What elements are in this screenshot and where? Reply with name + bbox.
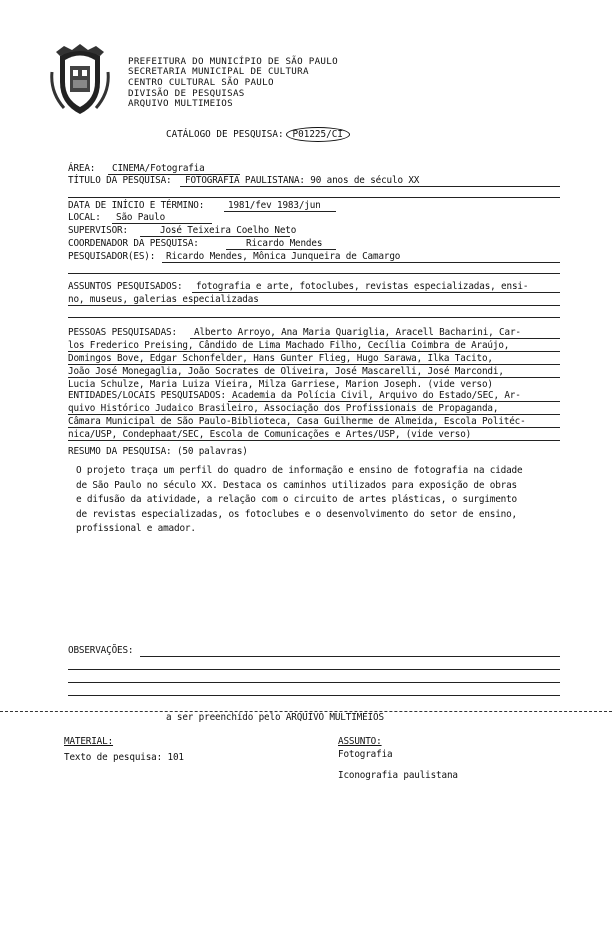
local-label: LOCAL: <box>68 212 101 223</box>
pessoas-line-4: João José Monegaglia, João Socrates de Oliveira, José Mascarelli, José Marcondi, <box>68 366 504 377</box>
resumo-line-1: O projeto traça um perfil do quadro de informação e ensino de fotografia na cidade <box>76 465 523 476</box>
entidades-line-4: nica/USP, Condephaat/SEC, Escola de Comunicações e Artes/USP, (vide verso) <box>68 429 472 440</box>
assunto-label: ASSUNTO: <box>338 736 382 747</box>
resumo-line-2: de São Paulo no século XX. Destaca os caminhos utilizados para exposição de obras <box>76 479 517 491</box>
coordenador-value: Ricardo Mendes <box>246 238 323 249</box>
entidades-line-1: Academia da Polícia Civil, Arquivo do Estado/SEC, Ar- <box>232 390 521 401</box>
data-value: 1981/fev 1983/jun <box>228 200 321 211</box>
pessoas-line-1: Alberto Arroyo, Ana Maria Quariglia, Aracell Bacharini, Car- <box>194 327 521 338</box>
assunto-value-1: Fotografia <box>338 749 393 760</box>
pessoas-line-2: los Frederico Preising, Cândido de Lima Machado Filho, Cecília Coimbra de Araújo, <box>68 340 510 351</box>
entidades-line-2: quivo Histórico Judaico Brasileiro, Associação dos Profissionais de Propaganda, <box>68 403 499 414</box>
entidades-line-3: Câmara Municipal de São Paulo-Biblioteca, Casa Guilherme de Almeida, Escola Politéc- <box>68 416 526 427</box>
data-label: DATA DE INÍCIO E TÉRMINO: <box>68 200 205 211</box>
coat-of-arms-icon <box>50 42 110 118</box>
assuntos-line-2: no, museus, galerias especializadas <box>68 294 259 305</box>
footer-note: a ser preenchido pelo ARQUIVO MULTIMEIOS <box>166 712 384 723</box>
titulo-label: TÍTULO DA PESQUISA: <box>68 175 172 186</box>
area-value: CINEMA/Fotografia <box>112 163 205 174</box>
titulo-value: FOTOGRAFIA PAULISTANA: 90 anos de século XX <box>185 175 420 186</box>
resumo-line-4: de revistas especializadas, os fotoclubes e o desenvolvimento do setor de ensino, <box>76 508 517 520</box>
resumo-line-3: e difusão da atividade, a relação com o circuito de artes plásticas, o surgimento <box>76 494 517 505</box>
supervisor-label: SUPERVISOR: <box>68 225 128 236</box>
local-value: São Paulo <box>116 212 166 223</box>
pessoas-label: PESSOAS PESQUISADAS: <box>68 327 177 338</box>
pessoas-line-3: Domingos Bove, Edgar Schonfelder, Hans Gunter Flieg, Hugo Sarawa, Ilka Tacito, <box>68 353 493 364</box>
header-line-3: CENTRO CULTURAL SÃO PAULO <box>128 77 274 88</box>
material-value: Texto de pesquisa: 101 <box>64 752 184 763</box>
pesquisadores-label: PESQUISADOR(ES): <box>68 251 156 262</box>
supervisor-value: José Teixeira Coelho Neto <box>160 225 297 236</box>
observacoes-label: OBSERVAÇÕES: <box>68 645 134 656</box>
area-label: ÁREA: <box>68 163 96 174</box>
resumo-label: RESUMO DA PESQUISA: (50 palavras) <box>68 446 248 457</box>
resumo-line-5: profissional e amador. <box>76 523 196 534</box>
pesquisadores-value: Ricardo Mendes, Mônica Junqueira de Camargo <box>166 251 401 262</box>
catalog-label: CATÁLOGO DE PESQUISA: <box>166 129 284 140</box>
resumo-text <box>76 464 576 537</box>
header-line-1: PREFEITURA DO MUNICÍPIO DE SÃO PAULO <box>128 56 338 67</box>
material-label: MATERIAL: <box>64 736 114 747</box>
header-line-2: SECRETARIA MUNICIPAL DE CULTURA <box>128 66 309 77</box>
assuntos-line-1: fotografia e arte, fotoclubes, revistas especializadas, ensi- <box>196 281 529 292</box>
assuntos-label: ASSUNTOS PESQUISADOS: <box>68 281 183 292</box>
assunto-value-2: Iconografia paulistana <box>338 770 458 781</box>
header-line-4: DIVISÃO DE PESQUISAS <box>128 88 245 99</box>
entidades-label: ENTIDADES/LOCAIS PESQUISADOS: <box>68 390 226 401</box>
catalog-line <box>166 127 350 142</box>
coordenador-label: COORDENADOR DA PESQUISA: <box>68 238 199 249</box>
catalog-code: P01225/CI <box>286 127 350 142</box>
pessoas-line-5: Lucia Schulze, Maria Luiza Vieira, Milza Garriese, Marion Joseph. (vide verso) <box>68 379 493 390</box>
header-line-5: ARQUIVO MULTIMEIOS <box>128 98 233 109</box>
